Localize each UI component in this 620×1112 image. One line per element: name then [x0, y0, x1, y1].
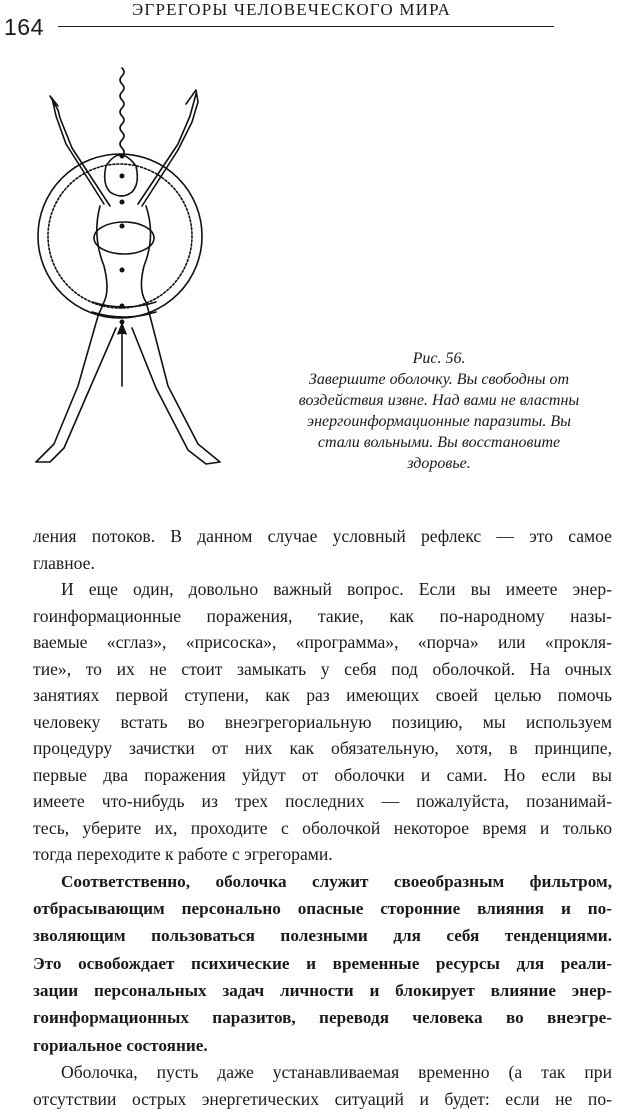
shell-outer-circle — [38, 154, 202, 318]
text-line: отсутствии острых энергетических ситуаций и будет: если не по- — [33, 1088, 612, 1109]
text-line: гоинформационные поражения, такие, как по-народному назы- — [33, 605, 612, 626]
page-number: 164 — [4, 14, 44, 40]
text-line: тогда переходите к работе с эгрегорами. — [33, 844, 333, 864]
text-line: Оболочка, пусть даже устанавливаемая временно (а так при — [61, 1062, 612, 1083]
text-line: занятиях первой ступени, как раз имеющих своей целью помочь — [33, 685, 612, 705]
right-arm — [138, 90, 198, 206]
caption-line: стали вольными. Вы восстановите — [317, 434, 561, 451]
left-leg — [36, 316, 116, 462]
text-line: процедуру зачистки от них как обязательную, хотя, в принципе, — [33, 738, 612, 758]
caption-line: энергоинформационные паразиты. Вы — [307, 413, 571, 430]
running-title: ЭГРЕГОРЫ ЧЕЛОВЕЧЕСКОГО МИРА — [132, 0, 452, 19]
text-line: И еще один, довольно важный вопрос. Если вы имеете энер- — [61, 579, 612, 599]
vertical-arrow-head — [118, 324, 126, 334]
caption-line: Рис. 56. — [412, 350, 466, 367]
shell-inner-circle — [48, 164, 192, 308]
caption-line: воздействия извне. Над вами не властны — [298, 392, 580, 409]
wavy-energy-line — [120, 68, 124, 156]
text-line: человеку встать во внеэгрегориальную позицию, мы используем — [33, 711, 612, 732]
text-line: гоинформационных паразитов, переводя человека во внеэгре- — [33, 1008, 612, 1028]
text-line: первые два поражения уйдут от оболочки и сами. Но если вы — [33, 764, 612, 785]
text-line: ления потоков. В данном случае условный рефлекс — это самое — [33, 526, 612, 546]
text-line: отбрасывающим персонально опасные сторонние влияния и по- — [33, 898, 612, 918]
figure-caption — [284, 348, 594, 474]
left-arm — [50, 96, 110, 206]
text-line: тесь, уберите их, проходите с оболочкой некоторое время и только — [33, 817, 612, 838]
body-text — [33, 523, 612, 1112]
caption-line: Завершите оболочку. Вы свободны от — [308, 371, 570, 388]
text-line: зации персональных задач личности и блокирует влияние энер- — [33, 981, 612, 1001]
header-rule — [58, 26, 554, 27]
right-leg — [132, 316, 220, 464]
text-line: ваемые «сглаз», «присоска», «программа», «порча» или «прокля- — [33, 632, 612, 652]
text-line: имеете что-нибудь из трех последних — пожалуйста, позанимай- — [33, 791, 612, 811]
star-markers — [120, 154, 125, 325]
text-line: главное. — [33, 552, 95, 573]
human-figure-illustration — [28, 66, 258, 476]
text-line: зволяющим пользоваться полезными для себя тенденциями. — [33, 926, 612, 946]
text-line: Соответственно, оболочка служит своеобразным фильтром, — [61, 871, 612, 891]
text-line: тие», то их не стоит замыкать у себя под оболочкой. На очных — [33, 658, 612, 679]
text-line: Это освобождает психические и временные ресурсы для реали- — [33, 953, 612, 973]
caption-line: здоровье. — [407, 455, 471, 472]
text-line: гориальное состояние. — [33, 1035, 208, 1055]
